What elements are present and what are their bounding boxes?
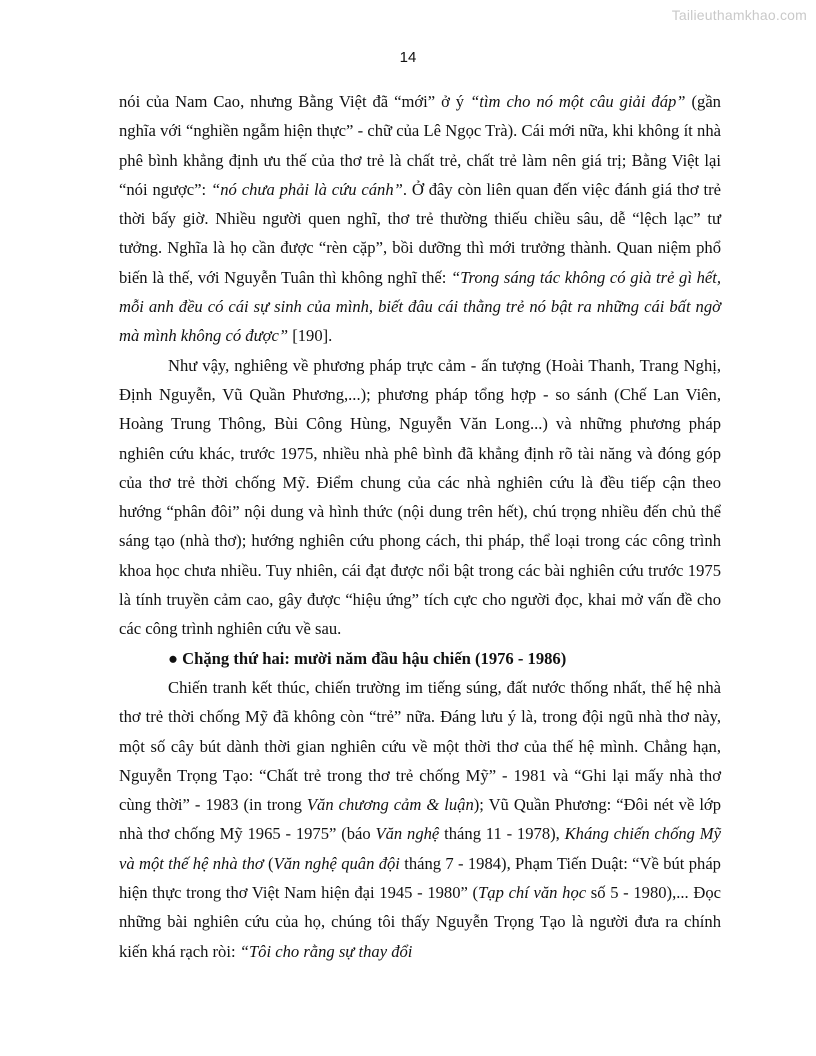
watermark: Tailieuthamkhao.com	[671, 7, 807, 23]
text-run: số 5 - 1980),... Đọc những bài nghiên cứu của họ, chúng tôi thấy Nguyễn Trọng Tạo là người đưa ra chính kiến khá rạch ròi:	[119, 883, 721, 961]
citation: [190].	[288, 326, 333, 346]
journal-title: Văn nghệ quân đội	[273, 853, 400, 873]
text-run: tháng 7 - 1984), Phạm Tiến Duật: “Về bút pháp hiện thực trong thơ Việt Nam hiện đại 1945 - 1980” (	[119, 853, 721, 903]
text-run: (	[263, 853, 274, 873]
text-run: nói của Nam Cao, nhưng Bằng Việt đã “mới” ở ý	[119, 92, 471, 111]
paragraph-3	[119, 673, 721, 966]
paragraph-2: Như vậy, nghiêng về phương pháp trực cảm - ấn tượng (Hoài Thanh, Trang Nghị, Định Nguyễn, Vũ Quần Phương,...); phương pháp tổng hợp - so sánh (Chế Lan Viên, Hoàng Trung Thông, Bùi Công Hùng, Nguyễn Văn Long...) và những phương pháp nghiên cứu khác, trước 1975, nhiều nhà phê bình đã khẳng định rõ tài năng và đóng góp của thơ trẻ thời chống Mỹ. Điểm chung của các nhà nghiên cứu là đều tiếp cận theo hướng “phân đôi” nội dung và hình thức (nội dung trên hết), chú trọng nhiều đến chủ thể sáng tạo (nhà thơ); hướng nghiên cứu phong cách, thi pháp, thể loại trong các công trình khoa học chưa nhiều. Tuy nhiên, cái đạt được nổi bật trong các bài nghiên cứu trước 1975 là tính truyền cảm cao, gây được “hiệu ứng” tích cực cho người đọc, khai mở vấn đề cho các công trình nghiên cứu về sau.	[119, 355, 721, 639]
paragraph-1	[119, 87, 721, 351]
text-run: (gần nghĩa với “nghiền ngẫm hiện thực” - chữ của Lê Ngọc Trà). Cái mới nữa, khi không ít nhà phê bình khẳng định ưu thế của thơ trẻ là chất trẻ, chất trẻ làm nên giá trị; Bằng Việt lại “nói ngược”:	[119, 92, 721, 199]
newspaper-title: Văn nghệ	[375, 824, 440, 844]
page-number: 14	[399, 49, 417, 66]
quote-tim-cho-no: “tìm cho nó một câu giải đáp”	[470, 92, 686, 111]
article-title: Kháng chiến chống Mỹ và một thế hệ nhà thơ	[119, 824, 721, 873]
quote-nguyen-trong-tao: “Tôi cho rằng sự thay đổi	[239, 941, 413, 961]
text-run: tháng 11 - 1978),	[439, 824, 565, 844]
journal-title: Tạp chí văn học	[478, 883, 587, 903]
section-heading: ● Chặng thứ hai: mười năm đầu hậu chiến (1976 - 1986)	[168, 648, 567, 668]
text-run: . Ở đây còn liên quan đến việc đánh giá thơ trẻ thời bấy giờ. Nhiều người quen nghĩ, thơ trẻ thường thiếu chiều sâu, dễ “lệch lạc” tư tưởng. Nghĩa là họ cần được “rèn cặp”, bồi dưỡng thì mới trưởng thành. Quan niệm phổ biến là thế, với Nguyễn Tuân thì không nghĩ thế:	[119, 179, 721, 287]
quote-nguyen-tuan: “Trong sáng tác không có già trẻ gì hết, mỗi anh đều có cái sự sinh của mình, biết đâu cái thằng trẻ nó bật ra những cái bất ngờ mà mình không có được”	[119, 267, 722, 346]
document-body	[119, 87, 721, 966]
quote-chua-phai-cuu-canh: “nó chưa phải là cứu cánh”	[211, 179, 403, 199]
book-title: Văn chương cảm & luận	[306, 795, 474, 815]
text-run: ); Vũ Quần Phương: “Đôi nét về lớp nhà thơ chống Mỹ 1965 - 1975” (báo	[119, 795, 721, 844]
text-run: Chiến tranh kết thúc, chiến trường im tiếng súng, đất nước thống nhất, thế hệ nhà thơ trẻ thời chống Mỹ đã không còn “trẻ” nữa. Đáng lưu ý là, trong đội ngũ nhà thơ này, một số cây bút dành thời gian nghiên cứu về một thời thơ của thế hệ mình. Chẳng hạn, Nguyễn Trọng Tạo: “Chất trẻ trong thơ trẻ chống Mỹ” - 1981 và “Ghi lại mấy nhà thơ cùng thời” - 1983 (in trong	[119, 677, 721, 815]
